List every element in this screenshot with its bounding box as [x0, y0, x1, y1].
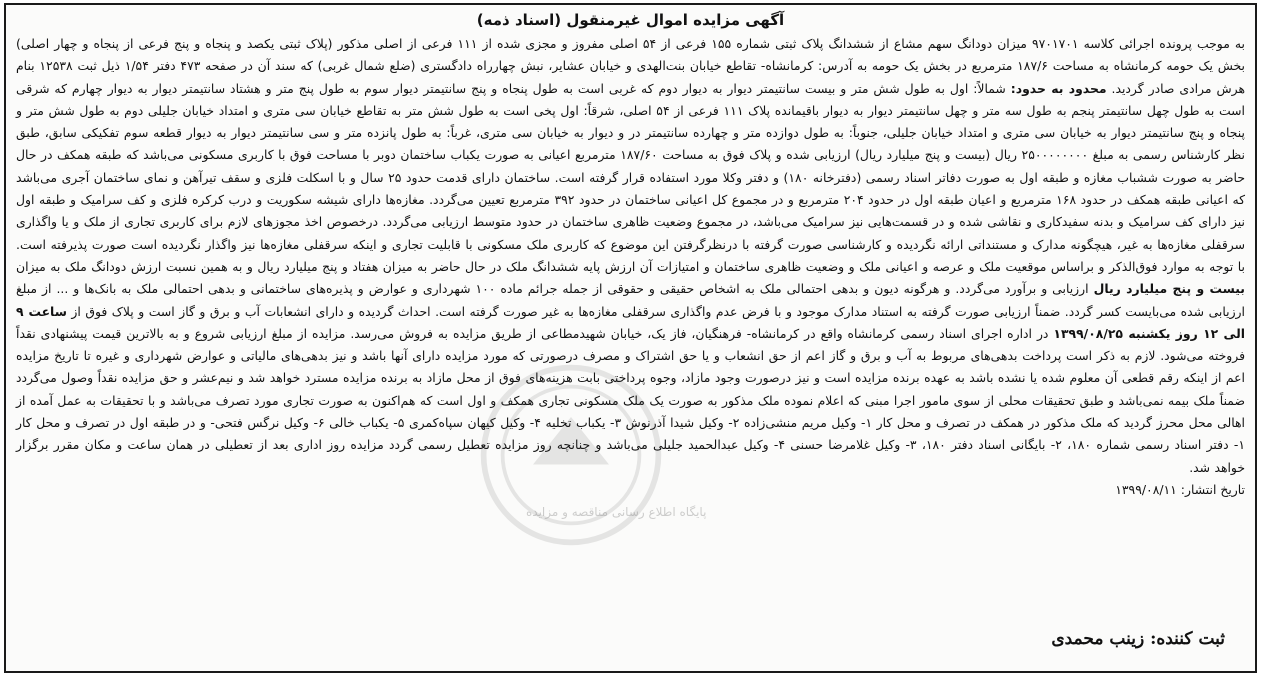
paragraph-intro: به موجب پرونده اجرائی کلاسه ۹۷۰۱۷۰۱ میزان دودانگ سهم مشاع از ششدانگ پلاک ثبتی شماره ۱۵۵ فرعی از ۵۴ اصلی مفروز و مجزی شده از ۱۱۱ فرعی از اصلی مذکور (پلاک ثبتی یکصد و پنجاه و پنج فرعی از پنجاه و چهار اصلی) بخش یک حومه کرمانشاه به مساحت ۱۸۷/۶ مترمربع در بخش یک حومه به آدرس: کرمانشاه- تقاطع خیابان بنت‌الهدی و خیابان عشایر، نبش چهارراه دادگستری (ضلع شمال غربی) که سند آن در صفحه ۴۷۳ دفتر ۱/۵۴ ذیل ثبت ۱۲۵۳۸ بنام هرش مرادی صادر گردید.: [16, 36, 1245, 96]
paragraph-boundaries: شمالاً: اول به طول شش متر و بیست سانتیمتر دیوار به دیوار دوم که غربی است به طول پنجاه و پنج سانتیمتر دیوار سوم به طول پنج متر و هشتاد سانتیمتر دیوار به دیوار چهارم که شرقی است به طول چهل سانتیمتر پنجم به طول سه متر و چهل سانتیمتر دیوار به دیوار باقیمانده پلاک ۱۱۱ فرعی از ۵۴ اصلی، شرقاً: اول پخی است به طول شش متر به تقاطع خیابان سی متری و امتداد خیابان جلیلی دوم به طول شش متر و پنجاه و پنج سانتیمتر دیوار به خیابان سی متری و امتداد خیابان جلیلی، جنوباً: به طول دوازده متر و چهارده سانتیمتر در و دیوار به خیابان سی متری، غرباً: به طول پانزده متر و سی سانتیمتر دیوار به دیوار قطعه سوم تفکیکی سابق، طبق نظر کارشناس رسمی به مبلغ ۲۵۰۰۰۰۰۰۰۰ ریال (بیست و پنج میلیارد ریال) ارزیابی شده و پلاک فوق به مساحت ۱۸۷/۶۰ مترمربع اعیانی به صورت یکباب ساختمان دوبر با مساحت فوق با کاربری مسکونی می‌باشد که طبقه همکف در حال حاضر به صورت ششباب مغازه و طبقه اول به صورت دفاتر اسناد رسمی (دفترخانه ۱۸۰) و دفتر وکلا مورد استفاده قرار گرفته است. ساختمان دارای قدمت حدود ۲۵ سال و با اسکلت فلزی و سقف تیرآهن و نمای ساختمان آجری می‌باشد که اعیانی طبقه همکف در حدود ۱۶۸ مترمربع و اعیان طبقه اول در حدود ۲۰۴ مترمربع و در مجموع کل اعیانی ساختمان در حدود ۳۹۲ مترمربع تعیین می‌گردد. مغازه‌ها دارای شیشه سکوریت و درب کرکره فلزی و کف سرامیک و طبقه اول نیز دارای کف سرامیک و بدنه سفیدکاری و نقاشی شده و در قسمت‌هایی نیز سرامیک می‌باشد، در مجموع وضعیت ظاهری ساختمان در حدود متوسط ارزیابی می‌گردد. درخصوص اخذ مجوزهای لازم برای کاربری تجاری از ملک و یا واگذاری سرقفلی مغازه‌ها به غیر، هیچگونه مدارک و مستنداتی ارائه نگردیده و کارشناسی صورت گرفته با درنظرگرفتن این موضوع که کاربری ملک مسکونی با قابلیت تجاری و اینکه سرقفلی مغازه‌ها نیز واگذار نگردیده است صورت پذیرفته است. با توجه به موارد فوق‌الذکر و براساس موقعیت ملک و عرصه و اعیانی ملک و وضعیت ظاهری ساختمان و امتیازات آن ارزش پایه ششدانگ ملک در حال حاضر به میزان هفتاد و پنج میلیارد ریال و به همین نسبت ارزش دودانگ ملک به میزان: [16, 80, 1246, 274]
paragraph-valuation: ارزیابی و برآورد می‌گردد. و هرگونه دیون و بدهی احتمالی ملک به اشخاص حقیقی و حقوقی از جمله جرائم ماده ۱۰۰ شهرداری و عوارض و پذیره‌های ساختمانی و بدهی احتمالی ملک به بانک‌ها و ... از مبلغ ارزیابی شده می‌بایست کسر گردد. ضمناً ارزیابی صورت گرفته به استناد مدارک موجود و با فرض عدم واگذاری سرقفلی مغازه‌ها به غیر صورت گرفته است. احداث گردیده و دارای انشعابات آب و برق و گاز است و پلاک فوق از: [16, 281, 1245, 319]
watermark-text: پایگاه اطلاع رسانی مناقصه و مزایده: [526, 505, 707, 519]
auction-time: ساعت ۹ الی ۱۲ روز یکشنبه ۱۳۹۹/۰۸/۲۵: [16, 303, 1245, 341]
publish-date: تاریخ انتشار: ۱۳۹۹/۰۸/۱۱: [1115, 481, 1245, 497]
registrar-name: ثبت کننده: زینب محمدی: [1051, 629, 1225, 649]
auction-notice: [4, 3, 1257, 673]
notice-body: [16, 33, 1245, 479]
valuation-amount: بیست و پنج میلیارد ریال: [1093, 281, 1245, 297]
bounded-label: محدود به حدود:: [1010, 80, 1107, 96]
notice-title: آگهی مزایده اموال غیرمنقول (اسناد ذمه): [476, 11, 785, 29]
paragraph-conditions: در اداره اجرای اسناد رسمی کرمانشاه واقع در کرمانشاه- فرهنگیان، فاز یک، خیابان شهیدمطاعی از طریق مزایده به فروش می‌رسد. مزایده از مبلغ ارزیابی شروع و به بالاترین قیمت پیشنهادی نقداً فروخته می‌شود. لازم به ذکر است پرداخت بدهی‌های مربوط به آب و برق و گاز اعم از حق انشعاب و یا حق اشتراک و مصرف درصورتی که مورد مزایده دارای آنها باشد و نیز بدهی‌های مالیاتی و عوارض شهرداری و غیره تا تاریخ مزایده اعم از اینکه رقم قطعی آن معلوم شده یا نشده باشد به عهده برنده مزایده است و نیز درصورت وجود مازاد، وجوه پرداختی بابت هزینه‌های فوق از محل مازاد به برنده مزایده مسترد خواهد شد و نیم‌عشر و حق مزایده نقداً وصول می‌گردد ضمناً ملک بیمه نمی‌باشد و طبق تحقیقات محلی از سوی مامور اجرا مبنی که اعلام نموده ملک مذکور به صورت یک ملک مسکونی تجاری همکف و اول است که هم‌اکنون به صورت تجاری مورد تصرف می‌باشد و با تحقیقات به عمل آمده از اهالی محل محرز گردید که ملک مذکور در همکف در تصرف و محل کار ۱- وکیل مریم منشی‌زاده ۲- وکیل شیدا آذرنوش ۳- یکباب تخلیه ۴- وکیل کیهان سپاه‌کمری ۵- یکباب خالی ۶- وکیل نرگس فتحی- و در طبقه اول در تصرف و محل کار ۱- دفتر اسناد رسمی شماره ۱۸۰، ۲- بایگانی اسناد دفتر ۱۸۰، ۳- وکیل غلامرضا حسنی ۴- وکیل عبدالحمید جلیلی می‌باشد و چنانچه روز مزایده تعطیل رسمی گردد مزایده روز اداری بعد از تعطیلی در همان ساعت و مکان مقرر برگزار خواهد شد.: [16, 325, 1245, 475]
